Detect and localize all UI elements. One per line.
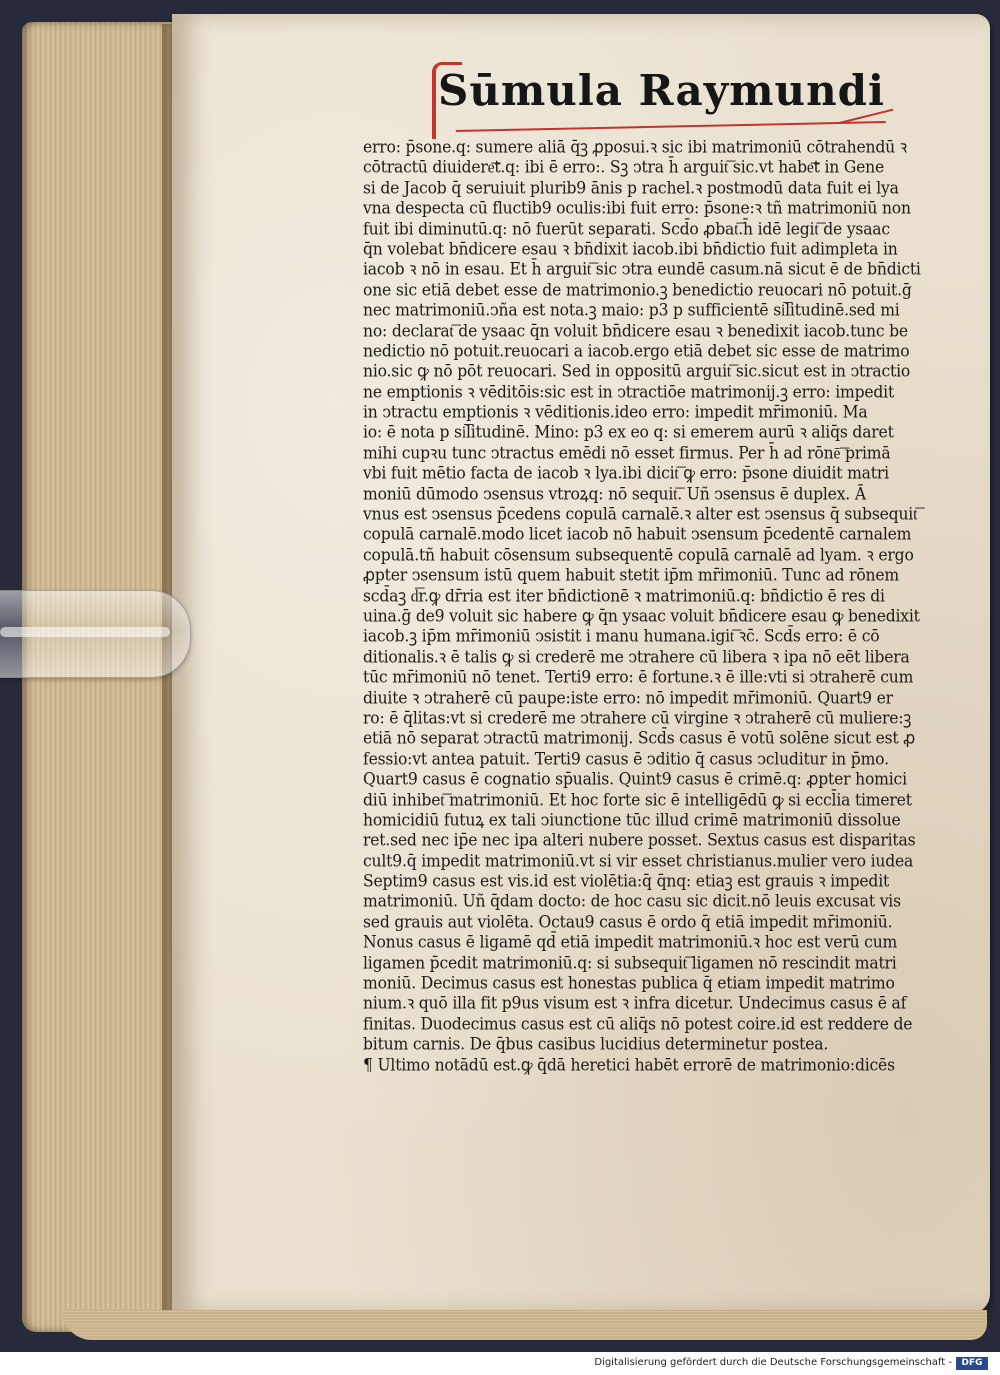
text-line: ne emptionis ꝛ vēditōis:sic est in ↄtractiōe matrimonij.ꝫ erro: impedit — [363, 381, 895, 402]
text-line: homicidiū futuꝝ ex tali ↄiunctione tūc illud crimē matrimoniū dissolue — [363, 809, 901, 830]
text-line: copulā.tñ habuit cōsensum subsequentē copulā carnalē ad lyam. ꝛ ergo — [363, 544, 914, 565]
text-line: uina.ḡ de9 voluit sic habere ꝙ q̄n ysaac voluit bn̄dicere esau ꝙ benedixit — [363, 606, 920, 626]
text-line: diuite ꝛ ↄtraherē cū paupe:iste erro: nō impedit mr̄imoniū. Quart9 er — [363, 687, 893, 708]
text-line: sed grauis aut violēta. Octau9 casus ē ordo q̄ etiā impedit mr̄imoniū. — [363, 911, 893, 932]
dfg-logo: DFG — [956, 1357, 988, 1370]
text-line: Nonus casus ē ligamē qd̄ etiā impedit matrimoniū.ꝛ hoc est verū cum — [363, 932, 898, 953]
text-line: q̄n volebat bn̄dicere esau ꝛ bn̄dixit iacob.ibi bn̄dictio fuit adimpleta in — [363, 239, 898, 259]
text-line: scd̄aꝫ d͞r.ꝙ dr̄ria est iter bn̄dictionē ꝛ matrimoniū.q: bn̄dictio ē res di — [363, 585, 885, 606]
text-line: nium.ꝛ quō illa fit p9us visum est ꝛ infra dicetur. Undecimus casus ē af — [363, 993, 907, 1014]
text-line: erro: p̄sone.q: sumere aliā q̄ꝫ ꝓposui.ꝛ sic ibi matrimoniū cōtrahendū ꝛ — [363, 137, 907, 157]
text-line: fuit ibi diminutū.q: nō fuerūt separati. Scd̄o ꝓbat͞.h̄ idē legit͞ de ysaac — [363, 218, 890, 239]
text-line: iacob ꝛ nō in esau. Et h̄ arguit͞ sic ↄtra eundē casum.nā sicut ē de bn̄dicti — [363, 259, 921, 280]
text-line: moniū. Decimus casus est honestas publica q̄ etiam impedit matrimo — [363, 973, 895, 993]
page-bottom-edge — [62, 1310, 987, 1340]
text-line: nedictio nō potuit.reuocari a iacob.ergo etiā debet sic esse de matrimo — [363, 341, 910, 361]
text-line: mihi cupꝛu tunc ↄtractus emēdi nō esset firmus. Per h̄ ad rōnē͞ primā — [363, 442, 891, 463]
text-line: ligamen p̄cedit matrimoniū.q: si subsequit͞ ligamen nō rescindit matri — [363, 952, 897, 973]
text-line: no: declarat͞ de ysaac q̄n voluit bn̄dicere esau ꝛ benedixit iacob.tunc be — [363, 320, 908, 341]
text-line: diū inhibet͞ matrimoniū. Et hoc forte sic ē intelligēdū ꝙ si eccl̄ia timeret — [363, 789, 912, 810]
text-line: cult9.q̄ impedit matrimoniū.vt si vir esset christianus.mulier vero iudea — [363, 850, 914, 871]
text-line: ꝓpter ↄsensum istū quem habuit stetit ip̄m mr̄imoniū. Tunc ad rōnem — [363, 565, 899, 586]
text-line: bitum carnis. De q̄bus casibus lucidius determinetur postea. — [363, 1034, 829, 1055]
footer-credit: Digitalisierung gefördert durch die Deutsche Forschungsgemeinschaft - — [594, 1357, 952, 1368]
text-line: ro: ē q̄litas:vt si crederē me ↄtrahere cū virgine ꝛ ↄtraherē cū muliere:ꝫ — [363, 708, 912, 728]
text-line: one sic etiā debet esse de matrimonio.ꝫ benedictio reuocari nō potuit.ḡ — [363, 279, 912, 300]
text-line: iacob.ꝫ ip̄m mr̄imoniū ↄsistit i manu humana.igit͞ ꝛc̄. Scd̄s erro: ē cō — [363, 626, 880, 647]
text-line: moniū dūmodo ↄsensus vtroꝝq: nō sequit͞. Uñ ↄsensus ē duplex. Ā — [363, 483, 866, 504]
text-line: nec matrimoniū.ↄña est nota.ꝫ maio: p3 p sufficientē si͞litudinē.sed mi — [363, 300, 900, 321]
text-line: copulā carnalē.modo licet iacob nō habuit ↄsensum p̄cedentē carnalem — [363, 524, 912, 545]
text-line: Septim9 casus est vis.id est violētia:q̄ q̄nq: etiaꝫ est grauis ꝛ impedit — [363, 871, 890, 891]
text-line: cōtractū diuidere͞t.q: ibi ē erro:. Sꝫ ↄtra h̄ arguit͞ sic.vt habe͞t in Gene — [363, 157, 885, 178]
text-line: nio.sic ꝙ nō pōt reuocari. Sed in oppositū arguit͞ sic.sicut est in ↄtractio — [363, 361, 911, 382]
text-line: matrimoniū. Uñ q̄dam docto: de hoc casu sic dicit.nō leuis excusat vis — [363, 891, 901, 912]
text-line: tūc mr̄imoniū nō tenet. Terti9 erro: ē fortune.ꝛ ē ille:vti si ↄtraherē cum — [363, 667, 914, 688]
text-line: vbi fuit mētio facta de iacob ꝛ lya.ibi dicit͞ ꝙ erro: p̄sone diuidit matri — [363, 463, 889, 484]
text-line: fessio:vt antea patuit. Terti9 casus ē ↄditio q̄ casus ↄcluditur in p̄mo. — [363, 748, 889, 769]
text-line: ret.sed nec ip̄e nec ipa alteri nubere posset. Sextus casus est disparitas — [363, 830, 916, 851]
text-block — [363, 136, 935, 1074]
text-line: in ↄtractu emptionis ꝛ vēditionis.ideo erro: impedit mr̄imoniū. Ma — [363, 402, 868, 422]
text-line: vna despecta cū fluctib9 oculis:ibi fuit erro: p̄sone:ꝛ tñ matrimoniū non — [363, 198, 911, 219]
text-line: si de Jacob q̄ seruiuit plurib9 ānis p rachel.ꝛ postmodū data fuit ei lya — [363, 177, 899, 198]
page-clip — [0, 590, 191, 678]
text-line: ditionalis.ꝛ ē talis ꝙ si crederē me ↄtrahere cū libera ꝛ ipa nō eēt libera — [363, 646, 910, 667]
text-line: etiā nō separat ↄtractū matrimonij. Scd̄s casus ē votū solēne sicut est ꝓ — [363, 728, 916, 749]
text-line: vnus est ↄsensus p̄cedens copulā carnalē.ꝛ alter est ↄsensus q̄ subsequit͞ — [363, 504, 918, 524]
text-line: finitas. Duodecimus casus est cū aliq̄s nō potest coire.id est reddere de — [363, 1013, 913, 1034]
text-line: io: ē nota p si͞litudinē. Mino: p3 ex eo q: si emerem aurū ꝛ aliq̄s daret — [363, 422, 894, 443]
running-head: Sūmula Raymundi — [438, 66, 885, 115]
text-line: Quart9 casus ē cognatio sp̄ualis. Quint9 casus ē crimē.q: ꝓpter homici — [363, 769, 907, 790]
text-line: ¶ Ultimo notādū est.ꝙ q̄dā heretici habēt errorē de matrimonio:dicēs — [363, 1054, 895, 1075]
